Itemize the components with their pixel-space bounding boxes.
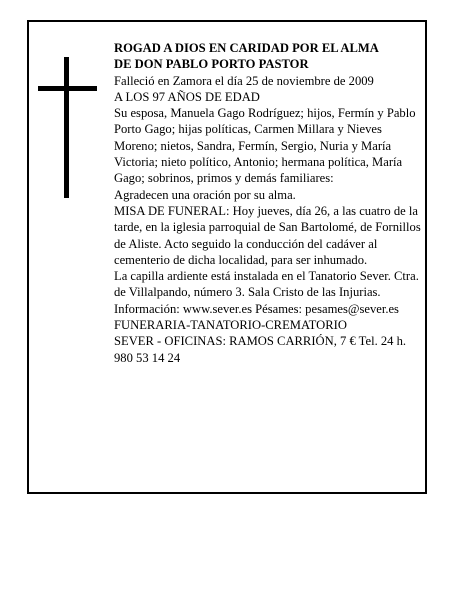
chapel-info: La capilla ardiente está instalada en el Tanatorio Sever. Ctra. de Villalpando, número 3. Sala Cristo de las Injurias. (114, 269, 419, 300)
notice-title-line2: DE DON PABLO PORTO PASTOR (114, 57, 309, 72)
death-info: Falleció en Zamora el día 25 de noviembre de 2009 (114, 73, 374, 88)
contact-info: Información: www.sever.es Pésames: pesames@sever.es (114, 301, 399, 316)
cross-icon (64, 57, 69, 198)
cross-icon-crossbar (38, 86, 97, 91)
thanks-line: Agradecen una oración por su alma. (114, 187, 296, 202)
company-line1: FUNERARIA-TANATORIO-CREMATORIO (114, 318, 347, 333)
family-list: Su esposa, Manuela Gago Rodríguez; hijos, Fermín y Pablo Porto Gago; hijas políticas, Carmen Millara y Nieves Moreno; nietos, Sandra, Fermín, Sergio, Nuria y María Victoria; nieto político, Antonio; hermana política, María Gago; sobrinos, primos y demás familiares: (114, 106, 416, 186)
age-line: A LOS 97 AÑOS DE EDAD (114, 89, 260, 104)
notice-title-line1: ROGAD A DIOS EN CARIDAD POR EL ALMA (114, 41, 379, 55)
company-line2: SEVER - OFICINAS: RAMOS CARRIÓN, 7 € Tel. 24 h. 980 53 14 24 (114, 334, 407, 365)
funeral-info: MISA DE FUNERAL: Hoy jueves, día 26, a las cuatro de la tarde, en la iglesia parroquial de San Bartolomé, de Fornillos de Aliste. Acto seguido la conducción del cadáver al cementerio de dicha localidad, para ser inhumado. (114, 203, 421, 267)
obituary-text (114, 40, 422, 366)
